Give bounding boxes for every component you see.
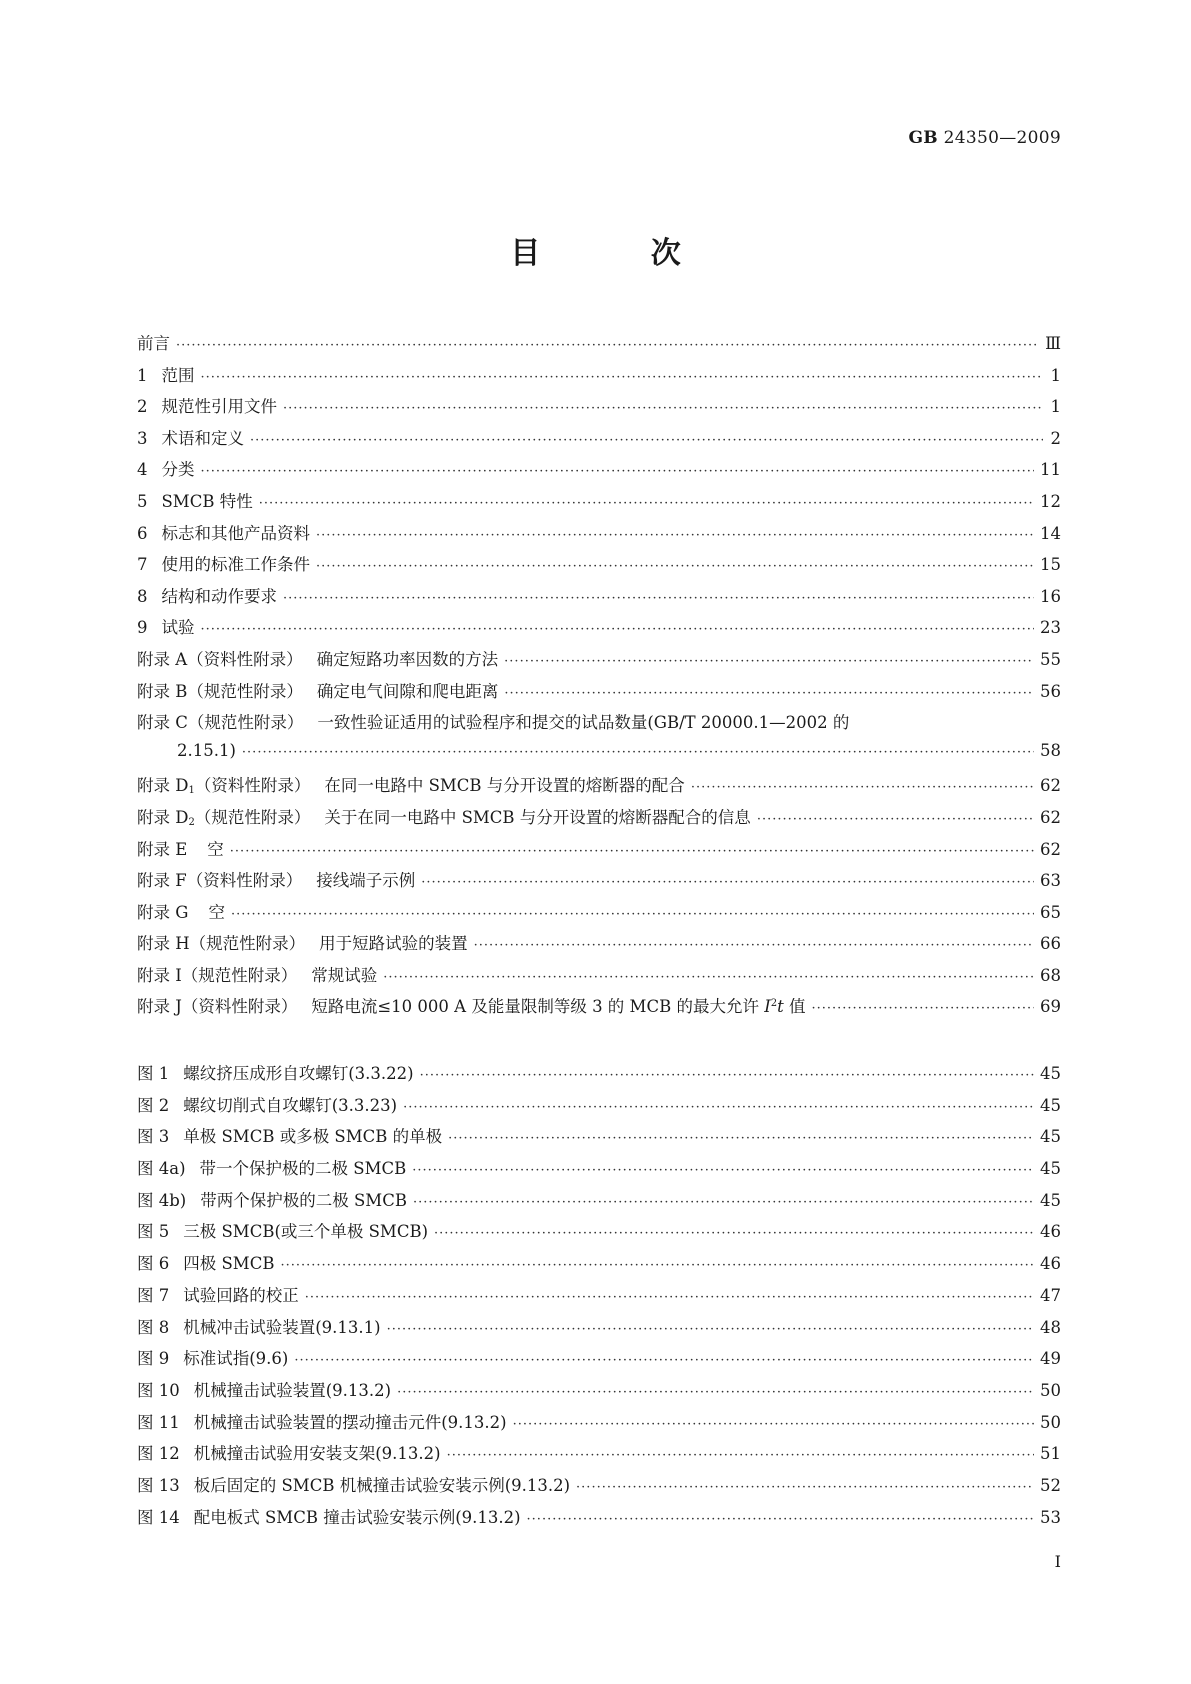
toc-page-number: 68 — [1040, 965, 1061, 985]
toc-entry-label: 附录 G 空 — [137, 902, 225, 922]
toc-entry-annex-a[interactable] — [137, 646, 1061, 678]
toc-page-number: 62 — [1040, 776, 1061, 796]
toc-page-number: 2 — [1050, 428, 1061, 448]
toc-entry-1[interactable] — [137, 362, 1061, 394]
toc-page-number: 63 — [1040, 871, 1061, 891]
figure-entry-5[interactable] — [137, 1218, 1061, 1250]
toc-page-number: 56 — [1040, 681, 1061, 701]
toc-entry-annex-i[interactable] — [137, 962, 1061, 994]
leader-dots — [403, 1100, 1034, 1115]
toc-entry-annex-c-continued[interactable] — [137, 741, 1061, 773]
toc-page-number: Ⅲ — [1045, 334, 1061, 353]
figure-entry-label: 图 2 螺纹切削式自攻螺钉(3.3.23) — [137, 1095, 398, 1115]
leader-dots — [201, 622, 1035, 637]
figure-entry-label: 图 8 机械冲击试验装置(9.13.1) — [137, 1317, 381, 1337]
figure-page-number: 52 — [1040, 1475, 1061, 1495]
toc-entry-label: 附录 $D_1$（资料性附录） 在同一电路中 SMCB 与分开设置的熔断器的配合 — [137, 776, 685, 797]
figure-entry-11[interactable] — [137, 1409, 1061, 1441]
figure-page-number: 45 — [1040, 1190, 1061, 1210]
toc-entry-preface[interactable] — [137, 330, 1061, 362]
figure-page-number: 51 — [1040, 1444, 1061, 1464]
toc-entry-8[interactable] — [137, 583, 1061, 615]
figure-page-number: 50 — [1040, 1412, 1061, 1432]
toc-entry-annex-d1[interactable] — [137, 772, 1061, 804]
toc-entry-annex-e[interactable] — [137, 836, 1061, 868]
leader-dots — [283, 591, 1034, 606]
toc-entry-label: 5 SMCB 特性 — [137, 491, 253, 511]
figure-entry-4b[interactable] — [137, 1187, 1061, 1219]
toc-page-number: 62 — [1040, 839, 1061, 859]
figure-entry-9[interactable] — [137, 1345, 1061, 1377]
leader-dots — [420, 1068, 1034, 1083]
toc-entry-3[interactable] — [137, 425, 1061, 457]
leader-dots — [504, 654, 1034, 669]
toc-entry-label: 7 使用的标准工作条件 — [137, 555, 310, 575]
toc-entry-label: 附录 J（资料性附录） 短路电流≤10 000 A 及能量限制等级 3 的 MCB 的最大允许 $I^2t$ 值 — [137, 997, 806, 1017]
leader-dots — [434, 1226, 1034, 1241]
toc-entry-label: 附录 B（规范性附录） 确定电气间隙和爬电距离 — [137, 681, 499, 701]
leader-dots — [201, 464, 1035, 479]
toc-page-number: 66 — [1040, 934, 1061, 954]
standard-number — [908, 128, 1061, 148]
figure-entry-label: 图 4a) 带一个保护极的二极 SMCB — [137, 1159, 407, 1179]
toc-page-number: 14 — [1040, 523, 1061, 543]
leader-dots — [230, 844, 1034, 859]
table-of-contents — [137, 330, 1061, 1025]
figure-page-number: 48 — [1040, 1317, 1061, 1337]
figure-page-number: 50 — [1040, 1380, 1061, 1400]
leader-dots — [305, 1290, 1034, 1305]
toc-entry-annex-f[interactable] — [137, 867, 1061, 899]
toc-entry-label: 6 标志和其他产品资料 — [137, 523, 310, 543]
toc-entry-annex-b[interactable] — [137, 678, 1061, 710]
figure-entry-label: 图 9 标准试指(9.6) — [137, 1349, 289, 1369]
toc-page-number: 58 — [1040, 740, 1061, 760]
leader-dots — [474, 938, 1034, 953]
toc-page-number: 23 — [1040, 618, 1061, 638]
toc-entry-label: 1 范围 — [137, 365, 195, 385]
toc-entry-label: 3 术语和定义 — [137, 428, 244, 448]
leader-dots — [316, 528, 1034, 543]
toc-page-number: 69 — [1040, 997, 1061, 1017]
standard-prefix: GB — [908, 128, 938, 148]
toc-entry-label: 附录 I（规范性附录） 常规试验 — [137, 965, 378, 985]
figure-entry-label: 图 6 四极 SMCB — [137, 1254, 275, 1274]
leader-dots — [176, 338, 1039, 353]
toc-entry-label: 附录 F（资料性附录） 接线端子示例 — [137, 871, 416, 891]
leader-dots — [448, 1131, 1034, 1146]
leader-dots — [447, 1448, 1034, 1463]
toc-page-number: 55 — [1040, 649, 1061, 669]
toc-page-number: 62 — [1040, 807, 1061, 827]
toc-entry-2[interactable] — [137, 393, 1061, 425]
figure-entry-8[interactable] — [137, 1314, 1061, 1346]
toc-entry-annex-d2[interactable] — [137, 804, 1061, 836]
toc-page-number: 16 — [1040, 586, 1061, 606]
figure-entry-label: 图 13 板后固定的 SMCB 机械撞击试验安装示例(9.13.2) — [137, 1475, 571, 1495]
standard-code: 24350—2009 — [943, 128, 1061, 148]
figure-page-number: 46 — [1040, 1254, 1061, 1274]
toc-entry-label: 附录 E 空 — [137, 839, 224, 859]
toc-entry-label: 8 结构和动作要求 — [137, 586, 277, 606]
figure-page-number: 45 — [1040, 1095, 1061, 1115]
toc-entry-label: 前言 — [137, 334, 170, 353]
figure-page-number: 47 — [1040, 1285, 1061, 1305]
leader-dots — [283, 401, 1043, 416]
toc-page-number: 65 — [1040, 902, 1061, 922]
toc-entry-label: 附录 $D_2$（规范性附录） 关于在同一电路中 SMCB 与分开设置的熔断器配合的信息 — [137, 807, 751, 828]
leader-dots — [231, 907, 1034, 922]
figure-entry-label: 图 3 单极 SMCB 或多极 SMCB 的单极 — [137, 1127, 443, 1147]
toc-page-number: 11 — [1040, 460, 1061, 480]
toc-entry-annex-g[interactable] — [137, 899, 1061, 931]
leader-dots — [383, 970, 1034, 985]
page-title: 目 次 — [510, 236, 731, 271]
toc-entry-label: 9 试验 — [137, 618, 195, 638]
leader-dots — [259, 496, 1034, 511]
leader-dots — [527, 1512, 1034, 1527]
toc-page-number: 1 — [1050, 365, 1061, 385]
toc-entry-6[interactable] — [137, 520, 1061, 552]
figure-page-number: 49 — [1040, 1349, 1061, 1369]
leader-dots — [294, 1353, 1034, 1368]
toc-entry-label: 4 分类 — [137, 460, 195, 480]
figure-entry-1[interactable] — [137, 1060, 1061, 1092]
figure-entry-3[interactable] — [137, 1123, 1061, 1155]
leader-dots — [280, 1258, 1034, 1273]
toc-entry-5[interactable] — [137, 488, 1061, 520]
leader-dots — [757, 812, 1034, 827]
figure-page-number: 45 — [1040, 1127, 1061, 1147]
figure-entry-label: 图 12 机械撞击试验用安装支架(9.13.2) — [137, 1444, 441, 1464]
figure-entry-label: 图 11 机械撞击试验装置的摆动撞击元件(9.13.2) — [137, 1412, 507, 1432]
figure-entry-label: 图 4b) 带两个保护极的二极 SMCB — [137, 1190, 407, 1210]
figure-entry-label: 图 10 机械撞击试验装置(9.13.2) — [137, 1380, 392, 1400]
figure-entry-13[interactable] — [137, 1472, 1061, 1504]
toc-entry-7[interactable] — [137, 551, 1061, 583]
figure-entry-12[interactable] — [137, 1440, 1061, 1472]
leader-dots — [421, 875, 1034, 890]
toc-page-number: 1 — [1050, 397, 1061, 417]
page-number: I — [1054, 1552, 1061, 1571]
toc-entry-annex-j[interactable] — [137, 993, 1061, 1025]
list-of-figures — [137, 1060, 1061, 1535]
figure-entry-label: 图 1 螺纹挤压成形自攻螺钉(3.3.22) — [137, 1064, 414, 1083]
leader-dots — [201, 370, 1044, 385]
leader-dots — [812, 1001, 1035, 1016]
toc-entry-9[interactable] — [137, 614, 1061, 646]
leader-dots — [242, 745, 1034, 760]
toc-entry-annex-h[interactable] — [137, 930, 1061, 962]
figure-page-number: 45 — [1040, 1064, 1061, 1083]
figure-entry-6[interactable] — [137, 1250, 1061, 1282]
leader-dots — [397, 1385, 1034, 1400]
figure-entry-10[interactable] — [137, 1377, 1061, 1409]
figure-entry-label: 图 14 配电板式 SMCB 撞击试验安装示例(9.13.2) — [137, 1507, 521, 1527]
toc-entry-annex-c[interactable] — [137, 709, 1061, 741]
leader-dots — [691, 780, 1034, 795]
toc-entry-label: 2 规范性引用文件 — [137, 397, 277, 417]
leader-dots — [250, 433, 1043, 448]
leader-dots — [504, 686, 1034, 701]
leader-dots — [412, 1163, 1034, 1178]
figure-entry-7[interactable] — [137, 1282, 1061, 1314]
leader-dots — [413, 1195, 1034, 1210]
leader-dots — [513, 1417, 1034, 1432]
leader-dots — [387, 1322, 1034, 1337]
figure-page-number: 46 — [1040, 1222, 1061, 1242]
toc-page-number: 15 — [1040, 555, 1061, 575]
toc-entry-label: 附录 H（规范性附录） 用于短路试验的装置 — [137, 934, 468, 954]
figure-entry-14[interactable] — [137, 1504, 1061, 1536]
figure-page-number: 53 — [1040, 1507, 1061, 1527]
figure-entry-4a[interactable] — [137, 1155, 1061, 1187]
figure-page-number: 45 — [1040, 1159, 1061, 1179]
leader-dots — [576, 1480, 1034, 1495]
toc-page-number: 12 — [1040, 491, 1061, 511]
toc-entry-4[interactable] — [137, 456, 1061, 488]
leader-dots — [316, 559, 1034, 574]
figure-entry-label: 图 7 试验回路的校正 — [137, 1285, 299, 1305]
figure-entry-2[interactable] — [137, 1092, 1061, 1124]
figure-entry-label: 图 5 三极 SMCB(或三个单极 SMCB) — [137, 1222, 429, 1242]
toc-entry-label: 附录 C（规范性附录） 一致性验证适用的试验程序和提交的试品数量(GB/T 20000.1—2002 的 — [137, 713, 850, 733]
toc-entry-label: 附录 A（资料性附录） 确定短路功率因数的方法 — [137, 649, 499, 669]
toc-entry-label: 2.15.1) — [177, 740, 236, 760]
